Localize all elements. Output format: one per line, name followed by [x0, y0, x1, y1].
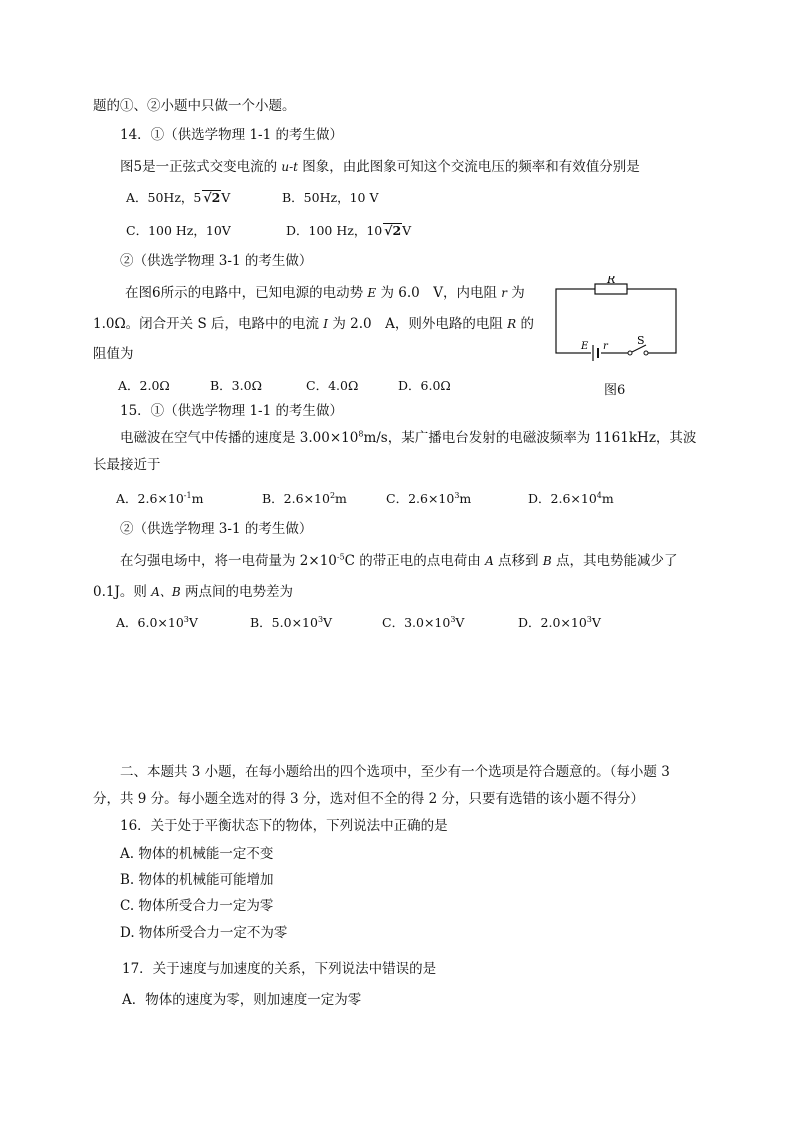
- switch-label: S: [637, 334, 645, 347]
- variable-AB: A、B: [151, 585, 181, 599]
- circuit-wire: [556, 289, 676, 353]
- q15-part2-line1: [120, 552, 677, 570]
- circuit-diagram: [551, 276, 683, 364]
- exponent: -5: [336, 552, 345, 562]
- text-segment: V: [188, 615, 198, 630]
- q16-option-a: A. 物体的机械能一定不变: [120, 846, 274, 862]
- q15-option-c: [386, 490, 471, 508]
- sqrt-symbol: √2: [203, 190, 221, 205]
- text-segment: m/s，某广播电台发射的电磁波频率为 1161kHz，其波: [363, 430, 697, 446]
- q14-stem-variable: u-t: [281, 160, 298, 174]
- q14-option-a: [126, 189, 230, 207]
- switch-contact: [628, 351, 632, 355]
- q14-part2-option-d: D．6.0Ω: [398, 378, 451, 393]
- emf-label: E: [581, 341, 589, 352]
- q14-option-a-unit: V: [221, 190, 231, 205]
- variable-r: r: [501, 286, 507, 300]
- exponent: 3: [586, 614, 592, 624]
- variable-I: I: [323, 317, 329, 331]
- q14-option-c: C．100 Hz，10V: [126, 223, 231, 238]
- q15-part2-header: ②（供选学物理 3-1 的考生做）: [120, 521, 313, 537]
- exponent: 8: [358, 429, 364, 439]
- q14-part2-header: ②（供选学物理 3-1 的考生做）: [120, 253, 313, 269]
- text-segment: 为 6.0 V，内电阻: [376, 285, 502, 301]
- text-segment: V: [323, 615, 333, 630]
- sqrt-symbol: √2: [384, 223, 402, 238]
- text-segment: B．2.6×10: [262, 491, 330, 506]
- q14-part2-option-b: B．3.0Ω: [210, 378, 262, 393]
- text-segment: 的: [516, 316, 534, 332]
- q16-stem: 16．关于处于平衡状态下的物体，下列说法中正确的是: [120, 818, 448, 834]
- q15-part2-line2: [93, 583, 293, 601]
- q15-option-b: [262, 490, 347, 508]
- exponent: 2: [329, 490, 336, 500]
- variable-E: E: [367, 286, 377, 300]
- exponent: 3: [450, 614, 456, 624]
- q17-option-a: A．物体的速度为零，则加速度一定为零: [122, 992, 362, 1008]
- q14-part2-option-c: C．4.0Ω: [306, 378, 359, 393]
- resistor-label: R: [607, 276, 616, 286]
- q14-option-d-unit: V: [402, 223, 412, 238]
- q14-part1-stem: [120, 158, 640, 176]
- q16-option-c: C. 物体所受合力一定为零: [120, 898, 274, 914]
- q17-stem: 17．关于速度与加速度的关系，下列说法中错误的是: [122, 961, 437, 977]
- text-segment: m: [459, 491, 472, 506]
- q14-option-b: B．50Hz，10 V: [282, 190, 379, 205]
- exponent: 3: [183, 614, 189, 624]
- variable-R: R: [507, 317, 517, 331]
- q15-option-a: [116, 490, 203, 508]
- q15-part2-option-b: [250, 614, 332, 632]
- text-segment: 为 2.0 A，则外电路的电阻: [328, 316, 508, 332]
- switch-contact: [644, 351, 648, 355]
- q15-option-d: [528, 490, 614, 508]
- q16-option-d: D. 物体所受合力一定不为零: [120, 925, 288, 941]
- exponent: 4: [596, 490, 602, 500]
- exponent: -1: [183, 490, 192, 500]
- section2-instruction-line2: 分，共 9 分。每小题全选对的得 3 分，选对但不全的得 2 分，只要有选错的该小题不得分）: [93, 791, 645, 807]
- text-segment: V: [591, 615, 601, 630]
- exponent: 3: [454, 490, 460, 500]
- q14-option-a-radicand: 2: [211, 190, 221, 205]
- text-segment: 在图6所示的电路中，已知电源的电动势: [125, 285, 368, 301]
- text-segment: B．5.0×10: [250, 615, 318, 630]
- q14-option-d-prefix: D．100 Hz，10: [286, 223, 383, 238]
- q14-option-a-prefix: A．50Hz，5: [126, 190, 202, 205]
- q14-option-d-radicand: 2: [392, 223, 402, 238]
- text-segment: 点移到: [493, 553, 543, 569]
- q15-part1-line1: [120, 429, 696, 447]
- text-segment: C．2.6×10: [386, 491, 455, 506]
- exponent: 3: [317, 614, 324, 624]
- text-segment: C．3.0×10: [382, 615, 451, 630]
- intro-continued: 题的①、②小题中只做一个小题。: [93, 98, 296, 114]
- q16-option-b: B. 物体的机械能可能增加: [120, 872, 274, 888]
- text-segment: 在匀强电场中，将一电荷量为 2×10: [120, 553, 337, 569]
- text-segment: C 的带正电的点电荷由: [344, 553, 486, 569]
- text-segment: 1.0Ω。闭合开关 S 后，电路中的电流: [93, 316, 324, 332]
- text-segment: m: [191, 491, 204, 506]
- text-segment: 电磁波在空气中传播的速度是 3.00×10: [120, 430, 359, 446]
- q14-part2-line2: [93, 315, 534, 333]
- q14-part2-line3: 阻值为: [93, 346, 134, 362]
- figure-caption: 图6: [604, 383, 626, 398]
- internal-resistance-label: r: [603, 341, 608, 352]
- variable-A: A: [485, 554, 494, 568]
- q15-part2-option-c: [382, 614, 464, 632]
- text-segment: D．2.6×10: [528, 491, 597, 506]
- q14-part1-header: 14．①（供选学物理 1-1 的考生做）: [120, 127, 344, 143]
- text-segment: A．2.6×10: [116, 491, 184, 506]
- text-segment: m: [601, 491, 614, 506]
- text-segment: 0.1J。则: [93, 584, 152, 600]
- text-segment: D．2.0×10: [518, 615, 587, 630]
- text-segment: 点，其电势能减少了: [551, 553, 678, 569]
- q14-option-d: [286, 222, 411, 240]
- section2-instruction-line1: 二、本题共 3 小题，在每小题给出的四个选项中，至少有一个选项是符合题意的。（每小题 3: [120, 764, 670, 780]
- q15-part2-option-d: [518, 614, 601, 632]
- text-segment: m: [335, 491, 347, 506]
- q15-part1-header: 15．①（供选学物理 1-1 的考生做）: [120, 403, 344, 419]
- q15-part1-line2: 长最接近于: [93, 457, 161, 473]
- text-segment: 为: [507, 285, 525, 301]
- q14-stem-text-a: 图5是一正弦式交变电流的: [120, 159, 282, 175]
- q15-part2-option-a: [116, 614, 198, 632]
- text-segment: V: [455, 615, 465, 630]
- q14-part2-line1: [125, 284, 525, 302]
- text-segment: A．6.0×10: [116, 615, 184, 630]
- variable-B: B: [542, 554, 552, 568]
- q14-part2-option-a: A．2.0Ω: [118, 378, 170, 393]
- text-segment: 两点间的电势差为: [180, 584, 293, 600]
- q14-stem-text-b: 图象，由此图象可知这个交流电压的频率和有效值分别是: [298, 159, 640, 175]
